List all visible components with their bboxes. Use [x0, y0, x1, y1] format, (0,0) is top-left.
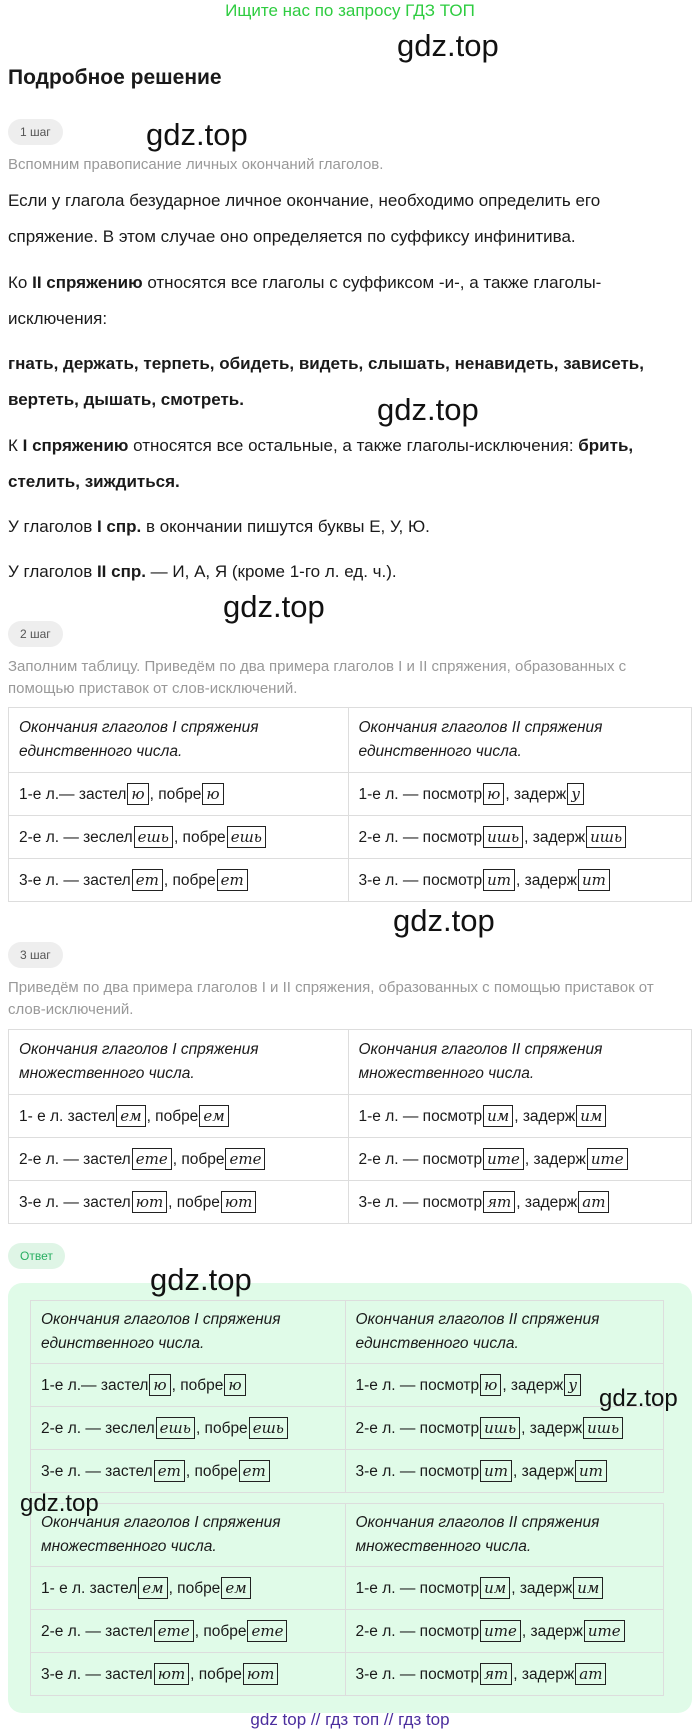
table-cell: 2-е л. — посмотр ите , задерж ите: [348, 1138, 692, 1181]
table-cell: 1- е л. застел ем , побре ем: [31, 1567, 346, 1610]
step-1-intro: Вспомним правописание личных окончаний глаголов.: [8, 156, 384, 173]
table-cell: 2-е л. — зеслел ешь , побре ешь: [31, 1407, 346, 1450]
table-cell: 1-е л.— застел ю , побре ю: [31, 1364, 346, 1407]
table-row: [9, 1095, 692, 1138]
step-3-badge: 3 шаг: [8, 942, 63, 968]
table-cell: 2-е л. — посмотр ишь , задерж ишь: [348, 816, 692, 859]
rule-paragraph: Если у глагола безударное личное окончание, необходимо определить его спряжение. В этом случае оно определяется по суффиксу инфинитива.: [8, 191, 601, 246]
table-cell: 2-е л. — застел ете , побре ете: [31, 1610, 346, 1653]
table-cell: 3-е л. — застел ет , побре ет: [31, 1450, 346, 1493]
table-cell: 3-е л. — застел ют , побре ют: [31, 1653, 346, 1696]
page-title: Подробное решение: [8, 66, 222, 89]
step-2-badge: 2 шаг: [8, 621, 63, 647]
table-row: [9, 1181, 692, 1224]
table-header: Окончания глаголов I спряжения множественного числа.: [9, 1030, 349, 1095]
singular-table: [8, 707, 692, 902]
watermark: gdz.top: [397, 28, 499, 63]
watermark: gdz.top: [377, 392, 479, 427]
table-header: Окончания глаголов I спряжения единственного числа.: [31, 1301, 346, 1364]
answer-singular-table: [30, 1300, 664, 1493]
table-row: [31, 1653, 664, 1696]
table-header: Окончания глаголов I спряжения множественного числа.: [31, 1504, 346, 1567]
table-row: [9, 816, 692, 859]
search-banner: Ищите нас по запросу ГДЗ ТОП: [225, 1, 475, 20]
conj1-paragraph: К I спряжению относятся все остальные, а также глаголы-исключения: брить, стелить, зиждиться.: [8, 436, 634, 491]
table-row: [9, 1138, 692, 1181]
table-header: Окончания глаголов II спряжения множественного числа.: [348, 1030, 692, 1095]
table-header: Окончания глаголов II спряжения единственного числа.: [345, 1301, 664, 1364]
conj2-paragraph: Ко II спряжению относятся все глаголы с суффиксом -и-, а также глаголы-исключения:: [8, 273, 602, 328]
footer-links[interactable]: gdz top // гдз топ // гдз top: [250, 1710, 450, 1729]
table-header: Окончания глаголов II спряжения множественного числа.: [345, 1504, 664, 1567]
table-header: Окончания глаголов I спряжения единственного числа.: [9, 708, 349, 773]
watermark: gdz.top: [20, 1490, 99, 1517]
table-cell: 3-е л. — посмотр ит , задерж ит: [345, 1450, 664, 1493]
step-2-intro: Заполним таблицу. Приведём по два примера глаголов I и II спряжения, образованных с помощью приставок от слов-исключений.: [8, 658, 627, 697]
table-row: [31, 1364, 664, 1407]
table-cell: 2-е л. — посмотр ишь , задерж ишь: [345, 1407, 664, 1450]
table-header: Окончания глаголов II спряжения единственного числа.: [348, 708, 692, 773]
table-cell: 3-е л. — застел ют , побре ют: [9, 1181, 349, 1224]
plural-table: [8, 1029, 692, 1224]
table-cell: 1-е л. — посмотр ю , задерж у: [345, 1364, 664, 1407]
watermark: gdz.top: [393, 903, 495, 938]
table-row: [9, 859, 692, 902]
table-row: [31, 1407, 664, 1450]
table-row: [31, 1610, 664, 1653]
table-row: [9, 773, 692, 816]
table-cell: 3-е л. — посмотр ит , задерж ит: [348, 859, 692, 902]
conj2-exceptions: гнать, держать, терпеть, обидеть, видеть, слышать, ненавидеть, зависеть, вертеть, дышать, смотреть.: [8, 354, 644, 409]
table-cell: 3-е л. — посмотр ят , задерж ат: [348, 1181, 692, 1224]
conj2-endings: У глаголов II спр. — И, А, Я (кроме 1-го л. ед. ч.).: [8, 562, 397, 581]
table-cell: 1-е л. — посмотр им , задерж им: [345, 1567, 664, 1610]
step-3-intro: Приведём по два примера глаголов I и II спряжения, образованных с помощью приставок от слов-исключений.: [8, 979, 654, 1018]
table-cell: 2-е л. — зеслел ешь , побре ешь: [9, 816, 349, 859]
watermark: gdz.top: [223, 589, 325, 624]
watermark: gdz.top: [150, 1262, 252, 1297]
answer-plural-table: [30, 1503, 664, 1696]
table-cell: 3-е л. — посмотр ят , задерж ат: [345, 1653, 664, 1696]
conj1-endings: У глаголов I спр. в окончании пишутся буквы Е, У, Ю.: [8, 517, 430, 536]
table-cell: 1-е л.— застел ю , побре ю: [9, 773, 349, 816]
watermark: gdz.top: [599, 1385, 678, 1412]
table-cell: 1-е л. — посмотр им , задерж им: [348, 1095, 692, 1138]
watermark: gdz.top: [146, 117, 248, 152]
table-row: [31, 1567, 664, 1610]
step-1-badge: 1 шаг: [8, 119, 63, 145]
table-cell: 1- е л. застел ем , побре ем: [9, 1095, 349, 1138]
table-cell: 2-е л. — посмотр ите , задерж ите: [345, 1610, 664, 1653]
table-cell: 1-е л. — посмотр ю , задерж у: [348, 773, 692, 816]
table-cell: 3-е л. — застел ет , побре ет: [9, 859, 349, 902]
table-row: [31, 1450, 664, 1493]
answer-badge: Ответ: [8, 1243, 65, 1269]
table-cell: 2-е л. — застел ете , побре ете: [9, 1138, 349, 1181]
